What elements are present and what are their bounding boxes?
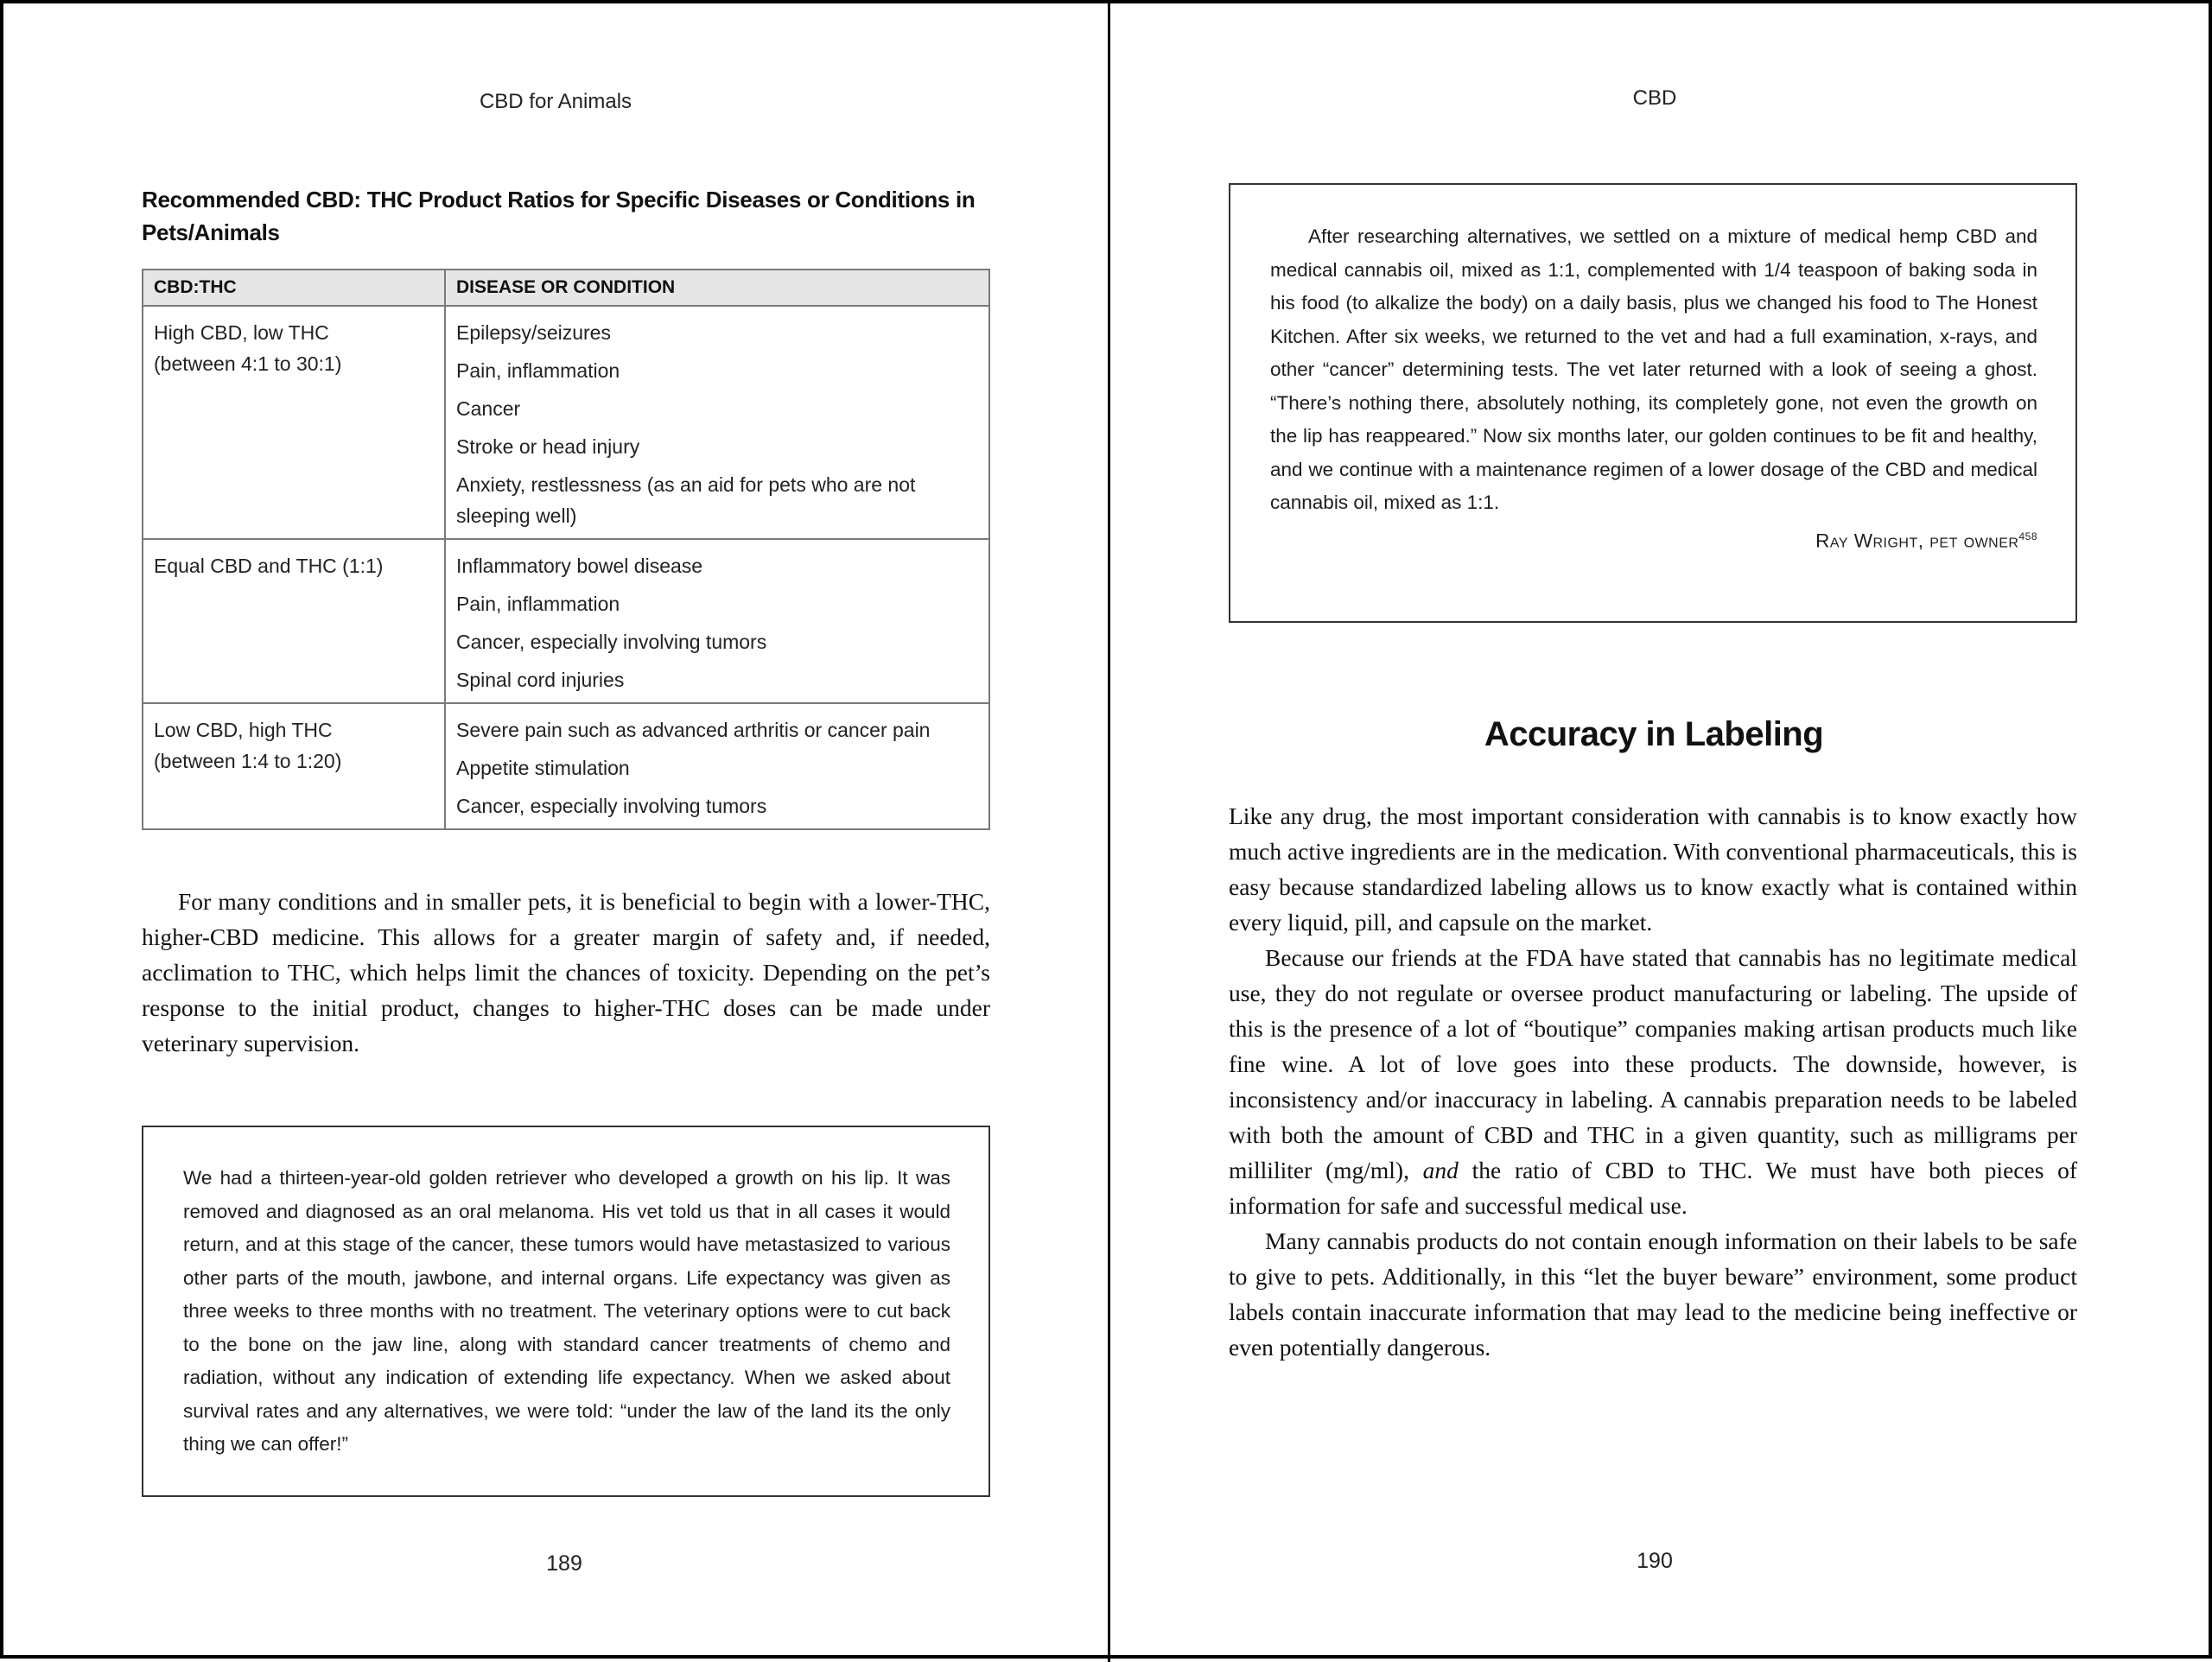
ratio-table [142, 269, 990, 830]
emphasis-and: and [1422, 1157, 1459, 1183]
condition-item: Cancer [456, 397, 521, 420]
column-header-condition: DISEASE OR CONDITION [445, 270, 989, 306]
ratio-cell [143, 306, 445, 539]
condition-item: Cancer, especially involving tumors [456, 795, 767, 817]
paragraph-3: Many cannabis products do not contain enough information on their labels to be safe to give to pets. Additionally, in this “let the buyer beware” environment, some product labels contain inaccurate information that may lead to the medicine being ineffective or even potentially dangerous. [1229, 1227, 2077, 1361]
conditions-cell [445, 539, 989, 703]
ratio-range: (between 1:4 to 1:20) [154, 750, 342, 772]
table-title: Recommended CBD: THC Product Ratios for Specific Diseases or Conditions in Pets/Animals [142, 187, 976, 245]
condition-item: Anxiety, restlessness (as an aid for pets who are not sleeping well) [456, 473, 916, 527]
testimonial-attribution [1270, 520, 2037, 558]
attribution-name: Ray Wright, pet owner [1815, 530, 2019, 551]
condition-item: Pain, inflammation [456, 593, 620, 615]
testimonial-box-right [1229, 183, 2077, 623]
testimonial-text: After researching alternatives, we settled on a mixture of medical hemp CBD and medical cannabis oil, mixed as 1:1, complemented with 1/4 teaspoon of baking soda in his food (to alkalize the body) on a daily basis, plus we changed his food to The Honest Kitchen. After six weeks, we returned to the vet and had a full examination, x-rays, and other “cancer” determining tests. The vet later returned with a look of seeing a ghost. “There’s nothing there, absolutely nothing, its completely gone, not even the growth on the lip has reappeared.” Now six months later, our golden continues to be fit and healthy, and we continue with a maintenance regimen of a lower dosage of the CBD and medical cannabis oil, mixed as 1:1. [1270, 225, 2037, 513]
table-row [143, 539, 989, 703]
conditions-cell [445, 306, 989, 539]
table-header-row [143, 270, 989, 306]
body-text-right [1229, 798, 2077, 1365]
ratio-label: High CBD, low THC [154, 321, 329, 344]
condition-item: Pain, inflammation [456, 359, 620, 382]
body-paragraph-left [142, 884, 990, 1061]
ratio-label: Low CBD, high THC [154, 719, 333, 741]
condition-item: Stroke or head injury [456, 435, 640, 458]
condition-item: Inflammatory bowel disease [456, 555, 703, 577]
ratio-range: (between 4:1 to 30:1) [154, 352, 342, 375]
paragraph-2-text: Because our friends at the FDA have stated that cannabis has no legitimate medical use, they do not regulate or oversee product manufacturing or labeling. The upside of this is the presence of a lot of “boutique” companies making artisan products much like fine wine. A lot of love goes into these products. The downside, however, is inconsistency and/or inaccuracy in labeling. A cannabis preparation needs to be labeled with both the amount of CBD and THC in a given quantity, such as milligrams per milliliter (mg/ml), [1229, 944, 2077, 1183]
paragraph-1: Like any drug, the most important consideration with cannabis is to know exactly how much active ingredients are in the medication. With conventional pharmaceuticals, this is easy because standardized labeling allows us to know exactly what is contained within every liquid, pill, and capsule on the market. [1229, 802, 2077, 936]
condition-item: Epilepsy/seizures [456, 321, 611, 344]
condition-item: Appetite stimulation [456, 757, 630, 779]
condition-item: Spinal cord injuries [456, 669, 625, 691]
conditions-cell [445, 703, 989, 829]
paragraph-text: For many conditions and in smaller pets, it is beneficial to begin with a lower-THC, higher-CBD medicine. This allows for a greater margin of safety and, if needed, acclimation to THC, which helps limit the chances of toxicity. Depending on the pet’s response to the initial product, changes to higher-THC doses can be made under veterinary supervision. [142, 888, 990, 1056]
running-head-left: CBD for Animals [479, 90, 632, 113]
testimonial-text: We had a thirteen-year-old golden retriever who developed a growth on his lip. It was removed and diagnosed as an oral melanoma. His vet told us that in all cases it would return, and at this stage of the cancer, these tumors would have metastasized to various other parts of the mouth, jawbone, and internal organs. Life expectancy was given as three weeks to three months with no treatment. The veterinary options were to cut back to the bone on the jaw line, along with standard cancer treatments of chemo and radiation, without any indication of extending life expectancy. When we asked about survival rates and any alternatives, we were told: “under the law of the land its the only thing we can offer!” [183, 1167, 950, 1455]
condition-item: Cancer, especially involving tumors [456, 631, 767, 653]
left-page [3, 3, 1108, 1662]
running-head-right: CBD [1632, 86, 1677, 110]
section-heading: Accuracy in Labeling [1484, 715, 1824, 753]
page-number-left: 189 [546, 1551, 582, 1576]
paragraph-2 [1229, 940, 2077, 1223]
ratio-cell [143, 539, 445, 703]
footnote-marker: 458 [2018, 530, 2037, 542]
page-number-right: 190 [1637, 1549, 1673, 1573]
ratio-label: Equal CBD and THC (1:1) [154, 555, 384, 577]
right-page [1110, 3, 2212, 1662]
paragraph-2-end: the ratio of CBD to THC. We must have both pieces of information for safe and successful medical use. [1229, 1157, 2078, 1219]
ratio-cell [143, 703, 445, 829]
testimonial-box-left [142, 1126, 990, 1497]
column-header-ratio: CBD:THC [143, 270, 445, 306]
condition-item: Severe pain such as advanced arthritis or cancer pain [456, 719, 931, 741]
table-row [143, 306, 989, 539]
table-row [143, 703, 989, 829]
